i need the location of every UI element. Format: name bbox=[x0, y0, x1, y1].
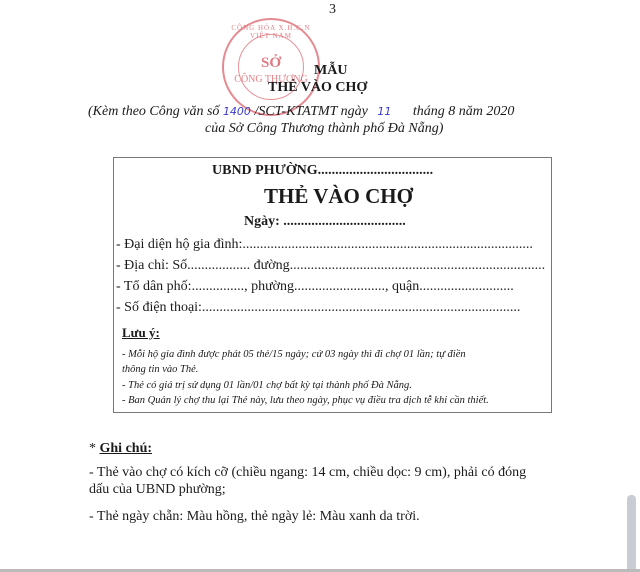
page-number: 3 bbox=[329, 2, 336, 17]
note-item: thông tin vào Thẻ. bbox=[122, 364, 199, 375]
note-item: - Mỗi hộ gia đình được phát 05 thẻ/15 ngày; cứ 03 ngày thì đi chợ 01 lần; tự điền bbox=[122, 349, 466, 360]
card-title: THẺ VÀO CHỢ bbox=[264, 184, 413, 208]
ref-prefix: (Kèm theo Công văn số bbox=[88, 104, 220, 119]
residential-group-field: - Tổ dân phố:..............., phường.........................., quận........................... bbox=[116, 279, 514, 294]
phone-field: - Số điện thoại:........................................................................................... bbox=[116, 300, 521, 315]
stamp-center-bottom: CÔNG THƯƠNG bbox=[234, 74, 308, 85]
form-label: MẪU bbox=[314, 63, 348, 78]
stamp-ring-text: CỘNG HÒA X.H.C.N VIỆT NAM bbox=[231, 24, 311, 40]
note-item: - Thẻ có giá trị sử dụng 01 lần/01 chợ bất kỳ tại thành phố Đà Nẵng. bbox=[122, 380, 412, 391]
remarks-asterisk: * bbox=[89, 441, 100, 456]
scrollbar-thumb[interactable] bbox=[627, 495, 636, 572]
reference-line bbox=[88, 104, 514, 120]
date-field: Ngày: ................................... bbox=[244, 214, 406, 229]
ref-number-handwritten: 1400 bbox=[222, 105, 251, 118]
ref-day-handwritten: 11 bbox=[377, 105, 392, 118]
remarks-heading bbox=[89, 441, 152, 457]
ward-field: UBND PHƯỜNG................................. bbox=[212, 163, 434, 178]
note-heading: Lưu ý: bbox=[122, 325, 160, 340]
household-rep-field: - Đại diện hộ gia đình:................................................................................... bbox=[116, 237, 533, 252]
address-field: - Địa chỉ: Số.................. đường......................................................................... bbox=[116, 258, 546, 273]
official-seal-stamp bbox=[222, 18, 320, 116]
remark-line: - Thẻ vào chợ có kích cỡ (chiều ngang: 14 cm, chiều dọc: 9 cm), phải có đóng bbox=[89, 465, 527, 480]
document-title: THẺ VÀO CHỢ bbox=[268, 80, 368, 95]
ref-suffix: tháng 8 năm 2020 bbox=[412, 104, 515, 119]
remarks-heading-text: Ghi chú: bbox=[99, 441, 153, 456]
ref-mid: /SCT-KTATMT ngày bbox=[254, 104, 368, 119]
reference-line-2: của Sở Công Thương thành phố Đà Nẵng) bbox=[205, 121, 444, 136]
remark-line: - Thẻ ngày chẵn: Màu hồng, thẻ ngày lẻ: Màu xanh da trời. bbox=[89, 509, 420, 524]
market-entry-card bbox=[113, 157, 552, 413]
note-item: - Ban Quản lý chợ thu lại Thẻ này, lưu theo ngày, phục vụ điều tra dịch tễ khi cần thiết. bbox=[122, 395, 489, 406]
stamp-center-top: SỞ bbox=[260, 55, 281, 71]
remark-line: dấu của UBND phường; bbox=[89, 482, 226, 497]
